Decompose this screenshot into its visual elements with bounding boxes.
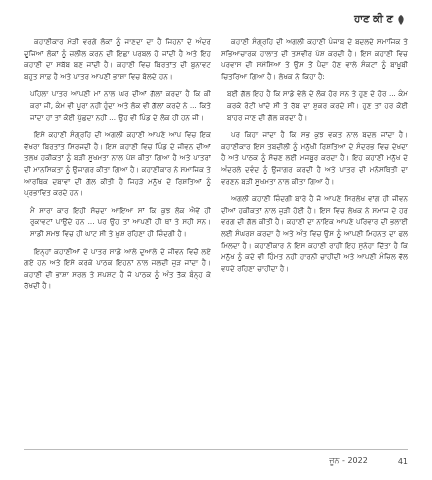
magazine-header <box>354 14 406 25</box>
page-number: 41 <box>397 456 408 466</box>
right-column <box>221 36 408 430</box>
paragraph: ਕਹਾਣੀਕਾਰ ਮੋੜੀ ਵਰਗੇ ਲੋਕਾਂ ਨੂੰ ਜਾਣਦਾ ਦਾ ਹੈ ਜਿਹਨਾਂ ਦੇ ਅੰਦਰ ਦੂਜਿਆਂ ਲੋਕਾਂ ਨੂੰ ਜ਼ਲੀਲ ਕਰਨ ਦੀ ਇਛਾ ਪਰਬਲ ਹੋ ਜਾਂਦੀ ਹੈ ਅਤੇ ਇਹ ਕਹਾਣੀ ਦਾ ਸਬੱਬ ਬਣ ਜਾਂਦੀ ਹੈ। ਕਹਾਣੀ ਵਿਚ ਬਿਰਤਾਂਤ ਦੀ ਬੁਨਾਵਟ ਬਹੁਤ ਸਾਫ਼ ਹੈ ਅਤੇ ਪਾਤਰ ਆਪਣੀ ਭਾਸ਼ਾ ਵਿਚ ਬੋਲਦੇ ਹਨ। <box>24 37 211 81</box>
quote-paragraph: ਪਹਿਲਾ ਪਾਤਰ ਆਪਣੀ ਮਾਂ ਨਾਲ ਘਰ ਦੀਆਂ ਗੱਲਾਂ ਕਰਦਾ ਹੈ ਕਿ ਕੀ ਕਰਾਂ ਜੀ, ਕੰਮ ਵੀ ਪੂਰਾ ਨਹੀਂ ਹੁੰਦਾ ਅਤੇ ਲੋਕ ਵੀ ਗੱਲਾਂ ਕਰਦੇ ਨੇ ... ਕਿਤੇ ਜਾਂਦਾ ਹਾਂ ਤਾਂ ਕੋਈ ਪੁੱਛਦਾ ਨਹੀਂ ... ਉਹ ਵੀ ਪਿੰਡ ਦੇ ਲੋਕ ਹੀ ਹਨ ਜੀ। <box>30 89 211 122</box>
article-body <box>24 36 408 430</box>
paragraph: ਇਸੇ ਕਹਾਣੀ ਸੰਗ੍ਰਹਿ ਦੀ ਅਗਲੀ ਕਹਾਣੀ ਆਪਣੇ ਆਪ ਵਿਚ ਇਕ ਵੱਖਰਾ ਬਿਰਤਾਂਤ ਸਿਰਜਦੀ ਹੈ। ਇਸ ਕਹਾਣੀ ਵਿਚ ਪਿੰਡ ਦੇ ਜੀਵਨ ਦੀਆਂ ਤਲਖ਼ ਹਕੀਕਤਾਂ ਨੂੰ ਬੜੀ ਸੂਖਮਤਾ ਨਾਲ ਪੇਸ਼ ਕੀਤਾ ਗਿਆ ਹੈ ਅਤੇ ਪਾਤਰਾਂ ਦੀ ਮਾਨਸਿਕਤਾ ਨੂੰ ਉਜਾਗਰ ਕੀਤਾ ਗਿਆ ਹੈ। ਕਹਾਣੀਕਾਰ ਨੇ ਸਮਾਜਿਕ ਤੇ ਆਰਥਿਕ ਦਬਾਵਾਂ ਦੀ ਗੱਲ ਕੀਤੀ ਹੈ ਜਿਹੜੇ ਮਨੁੱਖ ਦੇ ਰਿਸ਼ਤਿਆਂ ਨੂੰ ਪ੍ਰਭਾਵਿਤ ਕਰਦੇ ਹਨ। <box>24 130 211 198</box>
paragraph: ਪਰ ਕਿਹਾ ਜਾਂਦਾ ਹੈ ਕਿ ਸਭ ਕੁਝ ਵਕਤ ਨਾਲ ਬਦਲ ਜਾਂਦਾ ਹੈ। ਕਹਾਣੀਕਾਰ ਇਸ ਤਬਦੀਲੀ ਨੂੰ ਮਨੁੱਖੀ ਰਿਸ਼ਤਿਆਂ ਦੇ ਸੰਦਰਭ ਵਿਚ ਦੇਖਦਾ ਹੈ ਅਤੇ ਪਾਠਕ ਨੂੰ ਸੋਚਣ ਲਈ ਮਜਬੂਰ ਕਰਦਾ ਹੈ। ਇਹ ਕਹਾਣੀ ਮਨੁੱਖ ਦੇ ਅੰਦਰਲੇ ਦਵੰਦ ਨੂੰ ਉਜਾਗਰ ਕਰਦੀ ਹੈ ਅਤੇ ਪਾਤਰ ਦੀ ਮਨੋਸਥਿਤੀ ਦਾ ਵਰਣਨ ਬੜੀ ਸੂਖਮਤਾ ਨਾਲ ਕੀਤਾ ਗਿਆ ਹੈ। <box>221 130 408 186</box>
left-column <box>24 36 211 430</box>
paragraph: ਅਗਲੀ ਕਹਾਣੀ ਜ਼ਿੰਦਗੀ ਬਾਰੇ ਹੈ ਜੋ ਆਪਣੇ ਸਿਰਲੇਖ ਵਾਂਗ ਹੀ ਜੀਵਨ ਦੀਆਂ ਹਕੀਕਤਾਂ ਨਾਲ ਜੁੜੀ ਹੋਈ ਹੈ। ਇਸ ਵਿਚ ਲੇਖਕ ਨੇ ਸਮਾਜ ਦੇ ਹਰ ਵਰਗ ਦੀ ਗੱਲ ਕੀਤੀ ਹੈ। ਕਹਾਣੀ ਦਾ ਨਾਇਕ ਆਪਣੇ ਪਰਿਵਾਰ ਦੀ ਭਲਾਈ ਲਈ ਸੰਘਰਸ਼ ਕਰਦਾ ਹੈ ਅਤੇ ਅੰਤ ਵਿਚ ਉਸ ਨੂੰ ਆਪਣੀ ਮਿਹਨਤ ਦਾ ਫਲ ਮਿਲਦਾ ਹੈ। ਕਹਾਣੀਕਾਰ ਨੇ ਇਸ ਕਹਾਣੀ ਰਾਹੀਂ ਇਹ ਸੁਨੇਹਾ ਦਿੱਤਾ ਹੈ ਕਿ ਮਨੁੱਖ ਨੂੰ ਕਦੇ ਵੀ ਹਿੰਮਤ ਨਹੀਂ ਹਾਰਨੀ ਚਾਹੀਦੀ ਅਤੇ ਆਪਣੀ ਮੰਜ਼ਿਲ ਵੱਲ ਵਧਦੇ ਰਹਿਣਾ ਚਾਹੀਦਾ ਹੈ। <box>221 194 408 273</box>
quote-paragraph: ਬਈ ਗੱਲ ਇਹ ਹੈ ਕਿ ਸਾਡੇ ਵੇਲੇ ਦੇ ਲੋਕ ਹੋਰ ਸਨ ਤੇ ਹੁਣ ਦੇ ਹੋਰ ... ਕੰਮ ਕਰਕੇ ਰੋਟੀ ਖਾਂਦੇ ਸੀ ਤੇ ਰੱਬ ਦਾ ਸ਼ੁਕਰ ਕਰਦੇ ਸੀ। ਹੁਣ ਤਾਂ ਹਰ ਕੋਈ ਬਾਹਰ ਜਾਣ ਦੀ ਗੱਲ ਕਰਦਾ ਹੈ। <box>227 89 408 122</box>
header-title: ਹਾਣ ਕੀ ਣ <box>354 14 393 25</box>
paragraph: ਇਨ੍ਹਾਂ ਕਹਾਣੀਆਂ ਦੇ ਪਾਤਰ ਸਾਡੇ ਆਲੇ ਦੁਆਲੇ ਦੇ ਜੀਵਨ ਵਿਚੋਂ ਲਏ ਗਏ ਹਨ ਅਤੇ ਇਸੇ ਕਰਕੇ ਪਾਠਕ ਇਹਨਾਂ ਨਾਲ ਜਲਦੀ ਜੁੜ ਜਾਂਦਾ ਹੈ। ਕਹਾਣੀ ਦੀ ਭਾਸ਼ਾ ਸਰਲ ਤੇ ਸਪਸ਼ਟ ਹੈ ਜੋ ਪਾਠਕ ਨੂੰ ਅੰਤ ਤੱਕ ਬੰਨ੍ਹ ਕੇ ਰੱਖਦੀ ਹੈ। <box>24 246 211 291</box>
footer-divider <box>24 449 408 450</box>
quote-paragraph: ਮੈਂ ਸਾਰਾ ਕਾਰ ਇਹੀ ਸੋਚਦਾ ਆਇਆ ਸਾਂ ਕਿ ਕੁਝ ਲੋਕ ਐਵੇਂ ਹੀ ਰੁਕਾਵਟਾਂ ਪਾਉਂਦੇ ਹਨ ... ਪਰ ਉਹ ਤਾਂ ਆਪਣੀ ਹੀ ਥਾਂ ਤੇ ਸਹੀ ਸਨ। ਸਾਡੀ ਸਮਝ ਵਿਚ ਹੀ ਘਾਟ ਸੀ ਤੇ ਖ਼ੁਸ਼ ਰਹਿਣਾ ਹੀ ਜ਼ਿੰਦਗੀ ਹੈ। <box>30 205 211 238</box>
leaf-icon <box>396 15 406 25</box>
paragraph: ਕਹਾਣੀ ਸੰਗ੍ਰਹਿ ਦੀ ਅਗਲੀ ਕਹਾਣੀ ਪੰਜਾਬ ਦੇ ਬਦਲਦੇ ਸਮਾਜਿਕ ਤੇ ਸਭਿਆਚਾਰਕ ਹਾਲਾਤ ਦੀ ਤਸਵੀਰ ਪੇਸ਼ ਕਰਦੀ ਹੈ। ਇਸ ਕਹਾਣੀ ਵਿਚ ਪਰਵਾਸ ਦੀ ਸਮੱਸਿਆ ਤੇ ਉਸ ਤੋਂ ਪੈਦਾ ਹੋਣ ਵਾਲੇ ਸੰਕਟਾਂ ਨੂੰ ਬਾਖ਼ੂਬੀ ਚਿਤਰਿਆ ਗਿਆ ਹੈ। ਲੇਖਕ ਨੇ ਕਿਹਾ ਹੈ: <box>221 37 408 81</box>
issue-date: ਜੂਨ - 2022 <box>329 456 368 465</box>
page-footer <box>24 456 408 466</box>
